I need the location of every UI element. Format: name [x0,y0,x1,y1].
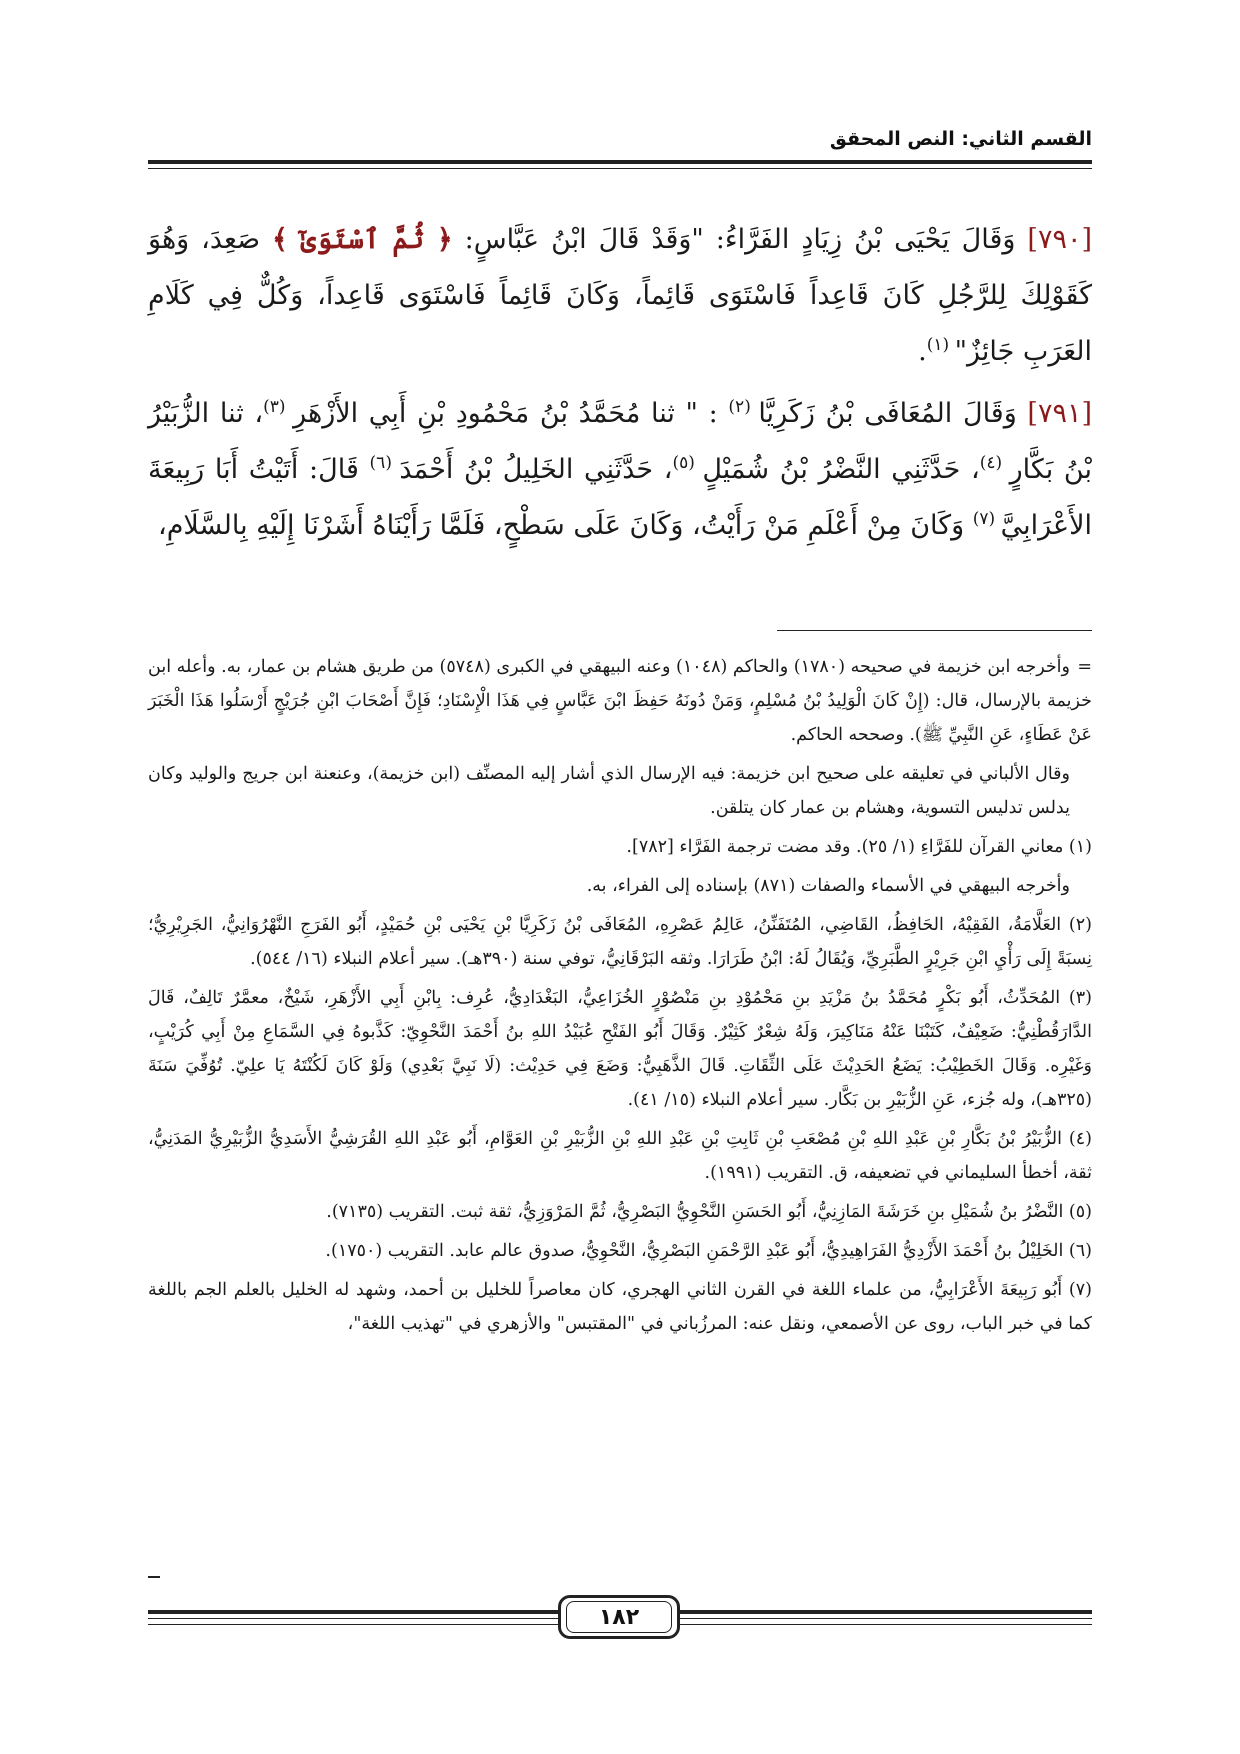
footnote-ref[interactable]: (٣) [263,397,294,417]
paragraph-text: . [918,336,927,367]
footnote-3: (٣) المُحَدِّثُ، أَبُو بَكْرٍ مُحَمَّدُ بنُ مَزْيَدِ بنِ مَحْمُوْدِ بنِ مَنْصُوْرٍ الخُزَاعِيُّ، البَغْدَادِيُّ، عُرِف: بِابْنِ أَبِي الأَزْهَرِ، شَيْخٌ، معمَّرٌ تَالِفٌ، قَالَ الدَّارَقُطْنِيُّ: ضَعِيْفٌ، كَتَبْنَا عَنْهُ مَنَاكِيرَ، وَلَهُ شِعْرٌ كَثِيْرٌ. وَقَالَ أَبُو الفَتْحِ عُبَيْدُ اللهِ بنُ أَحْمَدَ النَّحْوِيّ: كَذَّبوهُ فِي السَّمَاعِ مِنْ أَبِي كُرَيْبٍ، وَغَيْرِه. وَقَالَ الخَطِيْبُ: يَضَعُ الحَدِيْثَ عَلَى الثِّقَاتِ. قَالَ الذَّهَبِيُّ: وَضَعَ فِي حَدِيْث: (لَا نَبِيَّ بَعْدِي) وَلَوْ كَانَ لَكُنْتَهُ يَا علِيّ. تُوُفِّيَ سَنَةَ (٣٢٥هـ)، وله جُزء، عَنِ الزُّبَيْرِ بن بَكَّار. سير أعلام النبلاء (١٥/ ٤١). [148,988,1092,1110]
paragraph-text: ، ثنا الزُّبَيْرُ بْنُ بَكَّارٍ [148,398,1092,485]
entry-number: [٧٩١] [1027,398,1093,429]
footnote-2: (٢) العَلَّامَةُ، الفَقِيْهُ، الحَافِظُ، القَاضِي، المُتَفَنِّنُ، عَالِمُ عَصْرِهِ، المُعَافَى بْنُ زَكَرِيَّا بْنِ يَحْيَى بْنِ حُمَيْدٍ، أَبُو الفَرَجِ النَّهْرُوَانِيُّ، الجَرِيْرِيُّ؛ نِسبَةً إِلَى رَأْيِ ابْنِ جَرِيْرٍ الطَّبَرِيِّ، وَيُقَالُ لَهُ: ابْنُ طَرَارَا. وثقه البَرْقَانِيُّ، توفي سنة (٣٩٠هـ). سير أعلام النبلاء (١٦/ ٥٤٤). [148,915,1092,969]
paragraph-791 [148,386,1092,554]
footnote-text: وأخرجه ابن خزيمة في صحيحه (١٧٨٠) والحاكم (١٠٤٨) وعنه البيهقي في الكبرى (٥٧٤٨) من طريق هشام بن عمار، به. وأعله ابن خزيمة بالإرسال، قال: (إِنْ كَانَ الْوَلِيدُ بْنُ مُسْلِمٍ، وَمَنْ دُونَهُ حَفِظَ ابْنَ عَبَّاسٍ فِي هَذَا الْإِسْنَادِ؛ فَإِنَّ أَصْحَابَ ابْنِ جُرَيْجٍ أَرْسَلُوا هَذَا الْخَبَرَ عَنْ عَطَاءٍ، عَنِ النَّبِيِّ ﷺ). وصححه الحاكم. [148,657,1092,745]
footnote-continuation [148,650,1092,752]
header-rule [148,160,1092,164]
footnote-ref[interactable]: (٦) [369,453,400,473]
paragraph-text: ، حَدَّثَنِي الخَلِيلُ بْنُ أَحْمَدَ [399,454,673,485]
footnote-7: (٧) أَبُو رَبِيعَةَ الأَعْرَابِيُّ، من علماء اللغة في القرن الثاني الهجري، كان معاصراً للخليل بن أحمد، وشهد له الخليل بالعلم الجم باللغة كما في خبر الباب، روى عن الأصمعي، ونقل عنه: المرزُباني في "المقتبس" والأزهري في "تهذيب اللغة"، [148,1280,1092,1334]
footnote-1-extra: وأخرجه البيهقي في الأسماء والصفات (٨٧١) بإسناده إلى الفراء، به. [586,876,1070,896]
paragraph-text: وَقَالَ يَحْيَى بْنُ زِيَادٍ الفَرَّاءُ: "وَقَدْ قَالَ ابْنُ عَبَّاسٍ: [452,224,1028,255]
running-header: القسم الثاني: النص المحقق [829,128,1092,150]
footnote-4: (٤) الزُّبَيْرُ بْنُ بَكَّارِ بْنِ عَبْدِ اللهِ بْنِ مُصْعَبِ بْنِ ثَابِتِ بْنِ عَبْدِ اللهِ بْنِ الزُّبَيْرِ بْنِ العَوَّامِ، أَبُو عَبْدِ اللهِ القُرَشِيُّ الأَسَدِيُّ الزُّبَيْرِيُّ المَدَنِيُّ، ثقة، أخطأ السليماني في تضعيفه، ق. التقريب (١٩٩١). [148,1129,1092,1183]
paragraph-text: صَعِدَ، وَهُوَ كَقَوْلِكَ لِلرَّجُلِ كَانَ قَاعِداً فَاسْتَوَى قَائِماً، وَكَانَ قَائِماً فَاسْتَوَى قَاعِداً، وَكُلٌّ فِي كَلَامِ العَرَبِ جَائِزٌ" [148,224,1092,367]
paragraph-text: : " ثنا مُحَمَّدُ بْنُ مَحْمُودِ بْنِ أَبِي الأَزْهَرِ [293,398,729,429]
footnote-1: (١) معاني القرآن للفَرَّاءِ (١/ ٢٥). وقد مضت ترجمة الفَرَّاء [٧٨٢]. [626,837,1092,857]
page-number-frame [558,1595,680,1639]
footnote-ref[interactable]: (٧) [972,509,1001,529]
continuation-mark: = [1077,657,1092,677]
footnotes [148,650,1092,1346]
paragraph-text: وَكَانَ مِنْ أَعْلَمِ مَنْ رَأَيْتُ، وَكَانَ عَلَى سَطْحٍ، فَلَمَّا رَأَيْنَاهُ أَشَرْنَا إِلَيْهِ بِالسَّلَامِ، [158,510,973,541]
header-rule-thin [148,168,1092,169]
paragraph-text: قَالَ: أَتَيْتُ أَبَا رَبِيعَةَ الأَعْرَابِيَّ [148,454,1092,541]
footnote-ref[interactable]: (١) [926,335,955,355]
footnote-ref[interactable]: (٢) [728,397,759,417]
footnote-6: (٦) الخَلِيْلُ بنُ أَحْمَدَ الأَزْدِيُّ الفَرَاهِيدِيُّ، أَبُو عَبْدِ الرَّحْمَنِ البَصْرِيُّ، النَّحْوِيُّ، صدوق عالم عابد. التقريب (١٧٥٠). [325,1241,1092,1261]
footnote-separator [777,630,1092,631]
footnote-5: (٥) النَّضْرُ بنُ شُمَيْلِ بنِ خَرَشَةَ المَازِنِيُّ، أَبُو الحَسَنِ النَّحْوِيُّ البَصْرِيُّ، ثُمَّ المَرْوَزِيُّ، ثقة ثبت. التقريب (٧١٣٥). [326,1202,1092,1222]
page-number: ١٨٢ [566,1601,672,1633]
footnote-ref[interactable]: (٥) [672,453,703,473]
entry-number: [٧٩٠] [1027,224,1092,255]
footnote-ref[interactable]: (٤) [979,453,1010,473]
continuation-dash [148,1576,160,1578]
paragraph-790 [148,212,1092,380]
main-text [148,212,1092,560]
quran-verse: ﴿ ثُمَّ ٱسْتَوَىٰٓ ﴾ [271,224,453,255]
paragraph-text: وَقَالَ المُعَافَى بْنُ زَكَرِيَّا [758,398,1028,429]
footnote-continuation: وقال الألباني في تعليقه على صحيح ابن خزيمة: فيه الإرسال الذي أشار إليه المصنِّف (ابن خزيمة)، وعنعنة ابن جريج والوليد وكان يدلس تدليس التسوية، وهشام بن عمار كان يتلقن. [148,764,1070,818]
paragraph-text: ، حَدَّثَنِي النَّضْرُ بْنُ شُمَيْلٍ [702,454,980,485]
